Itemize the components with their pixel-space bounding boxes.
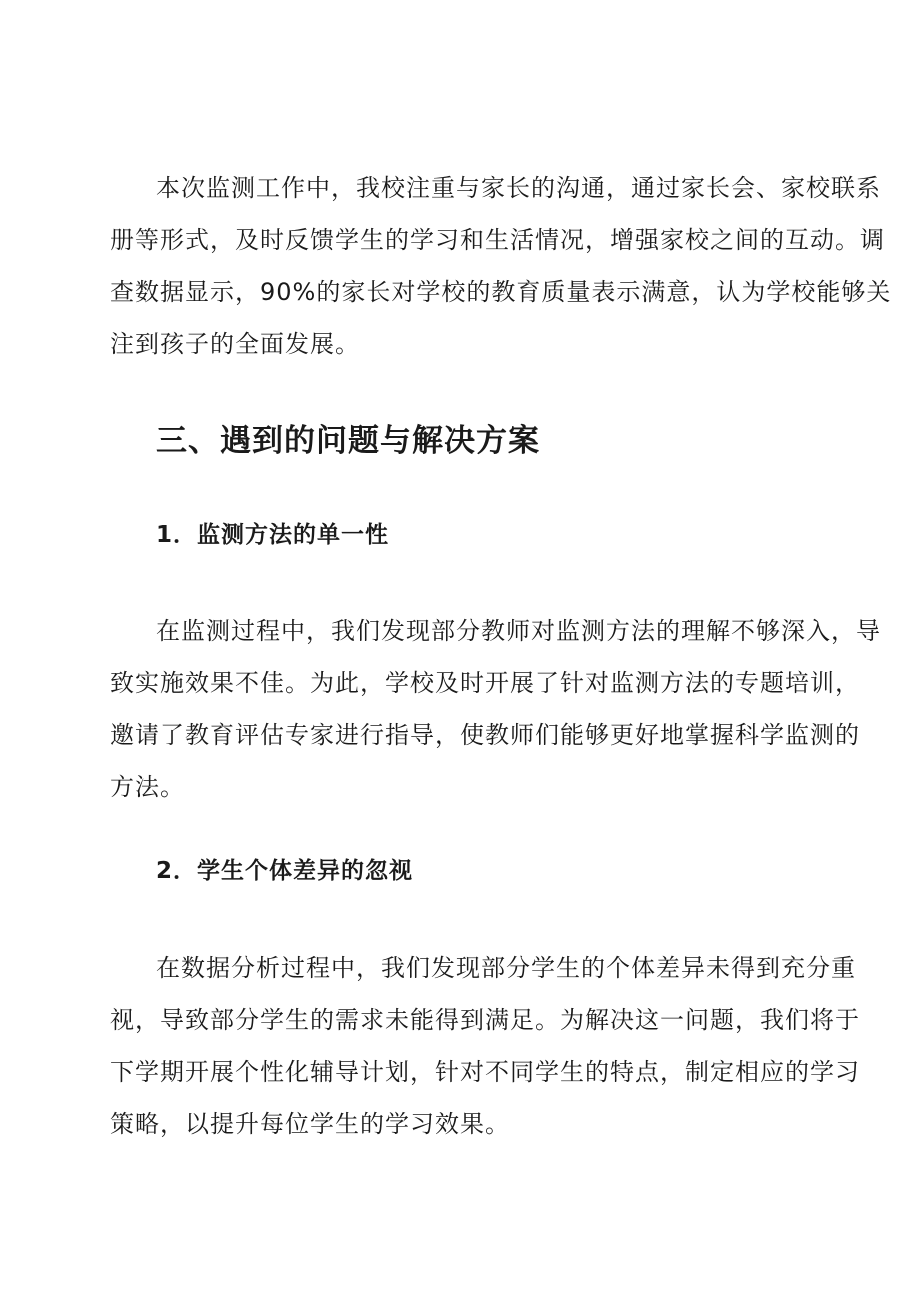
subsection-1-title: 1．监测方法的单一性 <box>156 522 390 548</box>
paragraph-line: 视，导致部分学生的需求未能得到满足。为解决这一问题，我们将于 <box>110 1006 860 1034</box>
section-heading: 三、遇到的问题与解决方案 <box>156 423 540 459</box>
paragraph-line: 邀请了教育评估专家进行指导，使教师们能够更好地掌握科学监测的 <box>110 721 860 749</box>
paragraph-line: 本次监测工作中，我校注重与家长的沟通，通过家长会、家校联系 <box>156 174 881 202</box>
paragraph-line: 查数据显示，90%的家长对学校的教育质量表示满意，认为学校能够关 <box>110 278 892 306</box>
intro-paragraph <box>110 162 892 370</box>
paragraph-line: 在数据分析过程中，我们发现部分学生的个体差异未得到充分重 <box>156 954 856 982</box>
subsection-1-paragraph <box>110 605 881 813</box>
paragraph-line: 方法。 <box>110 773 185 801</box>
paragraph-line: 在监测过程中，我们发现部分教师对监测方法的理解不够深入，导 <box>156 617 881 645</box>
paragraph-line: 致实施效果不佳。为此，学校及时开展了针对监测方法的专题培训， <box>110 669 860 697</box>
subsection-2-title: 2．学生个体差异的忽视 <box>156 858 414 884</box>
paragraph-line: 注到孩子的全面发展。 <box>110 330 360 358</box>
subsection-2-paragraph <box>110 942 860 1150</box>
paragraph-line: 下学期开展个性化辅导计划，针对不同学生的特点，制定相应的学习 <box>110 1058 860 1086</box>
paragraph-line: 策略，以提升每位学生的学习效果。 <box>110 1110 510 1138</box>
paragraph-line: 册等形式，及时反馈学生的学习和生活情况，增强家校之间的互动。调 <box>110 226 885 254</box>
